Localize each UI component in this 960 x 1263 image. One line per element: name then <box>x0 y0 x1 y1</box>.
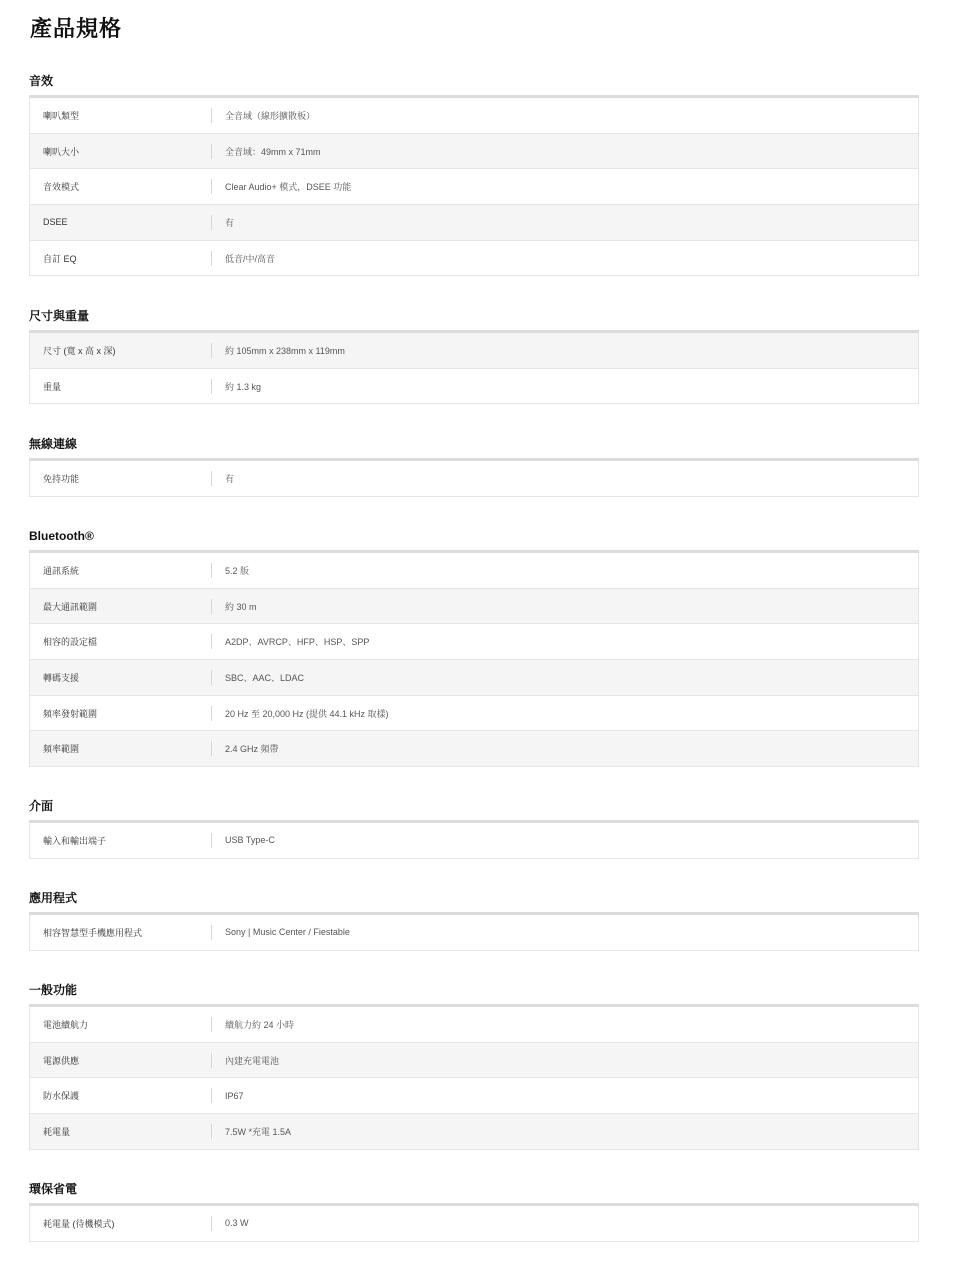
section-title: 尺寸與重量 <box>29 309 90 323</box>
spec-label: 喇叭類型 <box>43 110 80 121</box>
section-dimensions <box>29 307 919 404</box>
spec-row <box>30 1078 918 1114</box>
spec-value: 有 <box>225 473 235 484</box>
spec-value: Sony | Music Center / Fiestable <box>225 927 350 938</box>
spec-row <box>30 589 918 625</box>
spec-value: 約 1.3 kg <box>225 381 262 392</box>
spec-table <box>29 915 919 951</box>
spec-row <box>30 660 918 696</box>
spec-row <box>30 1007 918 1043</box>
spec-row <box>30 205 918 241</box>
section-title: 無線連線 <box>29 437 78 451</box>
spec-row <box>30 1043 918 1079</box>
spec-label: 頻率範圍 <box>43 744 80 755</box>
spec-row <box>30 731 918 767</box>
spec-value: 有 <box>225 217 235 228</box>
spec-label: 耗電量 <box>43 1126 71 1137</box>
spec-row <box>30 169 918 205</box>
spec-value: Clear Audio+ 模式，DSEE 功能 <box>225 182 352 193</box>
spec-value: IP67 <box>225 1090 244 1101</box>
spec-label: 最大通訊範圍 <box>43 601 98 612</box>
spec-value: 全音域：49mm x 71mm <box>225 146 321 157</box>
spec-row <box>30 823 918 859</box>
spec-label: 電池續航力 <box>43 1019 89 1030</box>
section-apps <box>29 889 919 951</box>
section-title: 介面 <box>29 799 54 813</box>
spec-label: 防水保護 <box>43 1091 80 1102</box>
spec-table <box>29 461 919 497</box>
section-general <box>29 981 919 1150</box>
spec-row <box>30 1206 918 1242</box>
spec-value: 0.3 W <box>225 1218 249 1229</box>
spec-value: USB Type-C <box>225 835 275 846</box>
spec-table <box>29 823 919 859</box>
spec-value: 約 30 m <box>225 601 257 612</box>
spec-label: DSEE <box>43 217 68 228</box>
section-audio <box>29 72 919 276</box>
spec-label: 自訂 EQ <box>43 253 77 264</box>
spec-value: SBC、AAC、LDAC <box>225 672 305 683</box>
spec-value: 內建充電電池 <box>225 1055 280 1066</box>
section-eco <box>29 1180 919 1242</box>
section-title: 音效 <box>29 74 54 88</box>
spec-label: 電源供應 <box>43 1055 80 1066</box>
spec-table <box>29 98 919 276</box>
spec-row <box>30 241 918 277</box>
spec-value: 全音域（線形擴散板） <box>225 110 316 121</box>
spec-row <box>30 369 918 405</box>
spec-row <box>30 134 918 170</box>
spec-label: 音效模式 <box>43 182 80 193</box>
spec-row <box>30 696 918 732</box>
spec-label: 免持功能 <box>43 473 80 484</box>
spec-row <box>30 915 918 951</box>
spec-label: 轉碼支援 <box>43 672 80 683</box>
spec-value: 續航力約 24 小時 <box>225 1019 295 1030</box>
section-wireless <box>29 435 919 497</box>
spec-value: 2.4 GHz 頻帶 <box>225 744 279 755</box>
spec-value: A2DP、AVRCP、HFP、HSP、SPP <box>225 637 370 648</box>
spec-row <box>30 1114 918 1150</box>
spec-label: 喇叭大小 <box>43 146 80 157</box>
spec-row <box>30 553 918 589</box>
section-title: Bluetooth® <box>29 529 94 543</box>
spec-label: 耗電量 (待機模式) <box>43 1218 115 1229</box>
spec-label: 頻率發射範圍 <box>43 708 98 719</box>
spec-value: 5.2 版 <box>225 565 250 576</box>
spec-label: 相容的設定檔 <box>43 637 98 648</box>
spec-table <box>29 1007 919 1150</box>
spec-row <box>30 461 918 497</box>
spec-label: 通訊系統 <box>43 565 80 576</box>
page-title: 產品規格 <box>30 16 123 41</box>
spec-table <box>29 553 919 767</box>
spec-label: 重量 <box>43 381 62 392</box>
section-interface <box>29 797 919 859</box>
spec-value: 7.5W *充電 1.5A <box>225 1126 292 1137</box>
spec-value: 約 105mm x 238mm x 119mm <box>225 345 345 356</box>
spec-row <box>30 333 918 369</box>
section-bluetooth <box>29 527 919 767</box>
spec-label: 相容智慧型手機應用程式 <box>43 927 143 938</box>
section-title: 環保省電 <box>29 1182 78 1196</box>
spec-row <box>30 98 918 134</box>
spec-value: 低音/中/高音 <box>225 253 276 264</box>
spec-row <box>30 624 918 660</box>
spec-table <box>29 1206 919 1242</box>
spec-table <box>29 333 919 404</box>
section-title: 一般功能 <box>29 983 78 997</box>
spec-label: 輸入和輸出端子 <box>43 835 107 846</box>
spec-value: 20 Hz 至 20,000 Hz (提供 44.1 kHz 取樣) <box>225 708 389 719</box>
section-title: 應用程式 <box>29 891 78 905</box>
spec-label: 尺寸 (寬 x 高 x 深) <box>43 345 116 356</box>
